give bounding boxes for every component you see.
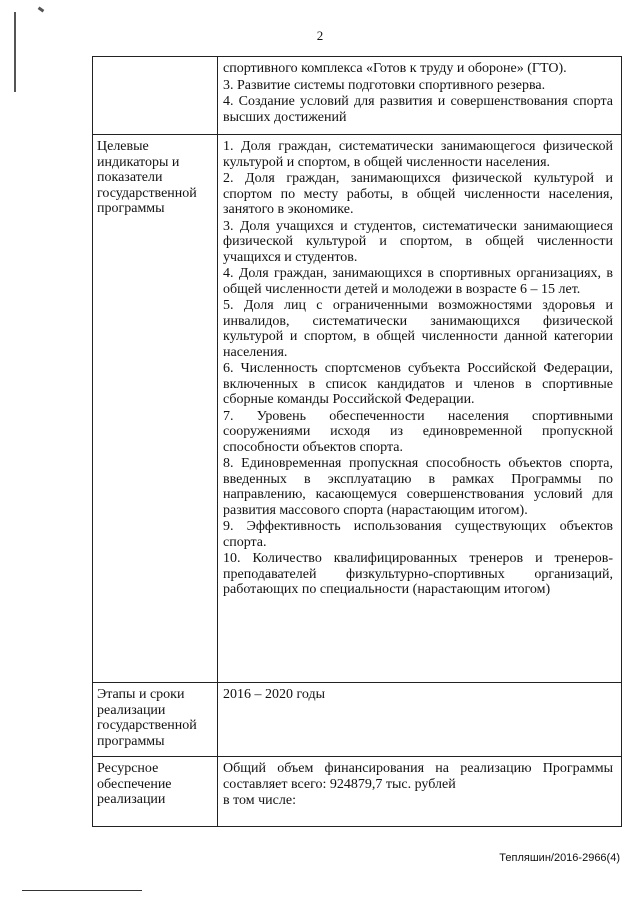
row-label <box>93 57 218 135</box>
row-label <box>93 135 218 683</box>
table-row <box>93 683 622 757</box>
list-item: 10. Количество квалифицированных тренеров и тренеров-преподавателей физкультурно-спортивных организаций, работающих по специальности (нарастающим итогом) <box>223 551 613 597</box>
table-row <box>93 757 622 827</box>
list-item: Общий объем финансирования на реализацию Программы составляет всего: 924879,7 тыс. рублей <box>223 761 613 792</box>
list-item: 9. Эффективность использования существующих объектов спорта. <box>223 519 613 550</box>
list-item: 3. Развитие системы подготовки спортивного резерва. <box>223 77 546 93</box>
list-item: 4. Создание условий для развития и совершенствования спорта высших достижений <box>223 94 613 125</box>
row-content <box>218 57 622 135</box>
list-item: в том числе: <box>223 793 296 808</box>
list-item: 2. Доля граждан, занимающихся физической культурой и спортом по месту работы, в общей численности населения, занятого в экономике. <box>223 171 613 217</box>
list-item: 6. Численность спортсменов субъекта Российской Федерации, включенных в список кандидатов и членов в спортивные сборные команды Российской Федерации. <box>223 361 613 407</box>
scan-speck <box>38 7 45 13</box>
table-row <box>93 135 622 683</box>
row-label-text: Этапы и сроки реализации государственной программы <box>97 687 197 749</box>
row-content <box>218 683 622 757</box>
row-label-text: Целевые индикаторы и показатели государственной программы <box>97 139 197 216</box>
row-content <box>218 135 622 683</box>
list-item: 1. Доля граждан, систематически занимающегося физической культурой и спортом, в общей численности населения. <box>223 139 613 170</box>
list-item: 3. Доля учащихся и студентов, систематически занимающиеся физической культурой и спортом, в общей численности учащихся и студентов. <box>223 218 613 265</box>
list-item: спортивного комплекса «Готов к труду и обороне» (ГТО). <box>223 61 567 76</box>
row-label <box>93 757 218 827</box>
list-item: 7. Уровень обеспеченности населения спортивными сооружениями исходя из единовременной пропускной способности объектов спорта. <box>223 408 613 455</box>
divider <box>22 890 142 891</box>
document-code: Тепляшин/2016-2966(4) <box>499 852 620 864</box>
row-content <box>218 757 622 827</box>
list-item: 4. Доля граждан, занимающихся в спортивных организациях, в общей численности детей и молодежи в возрасте 6 – 15 лет. <box>223 266 613 297</box>
list-item: 5. Доля лиц с ограниченными возможностями здоровья и инвалидов, систематически занимающихся физической культурой и спортом, в общей численности данной категории населения. <box>223 298 613 360</box>
row-label <box>93 683 218 757</box>
table-row <box>93 57 622 135</box>
program-passport-table <box>92 56 622 827</box>
page-number: 2 <box>316 28 324 43</box>
scan-edge-mark <box>14 12 16 92</box>
list-item: 8. Единовременная пропускная способность объектов спорта, введенных в эксплуатацию в рамках Программы по направлению, касающемуся совершенствования условий для развития массового спорта (нарастающим итогом). <box>223 456 613 518</box>
row-label-text: Ресурсное обеспечение реализации <box>97 761 172 807</box>
list-item: 2016 – 2020 годы <box>223 687 326 702</box>
